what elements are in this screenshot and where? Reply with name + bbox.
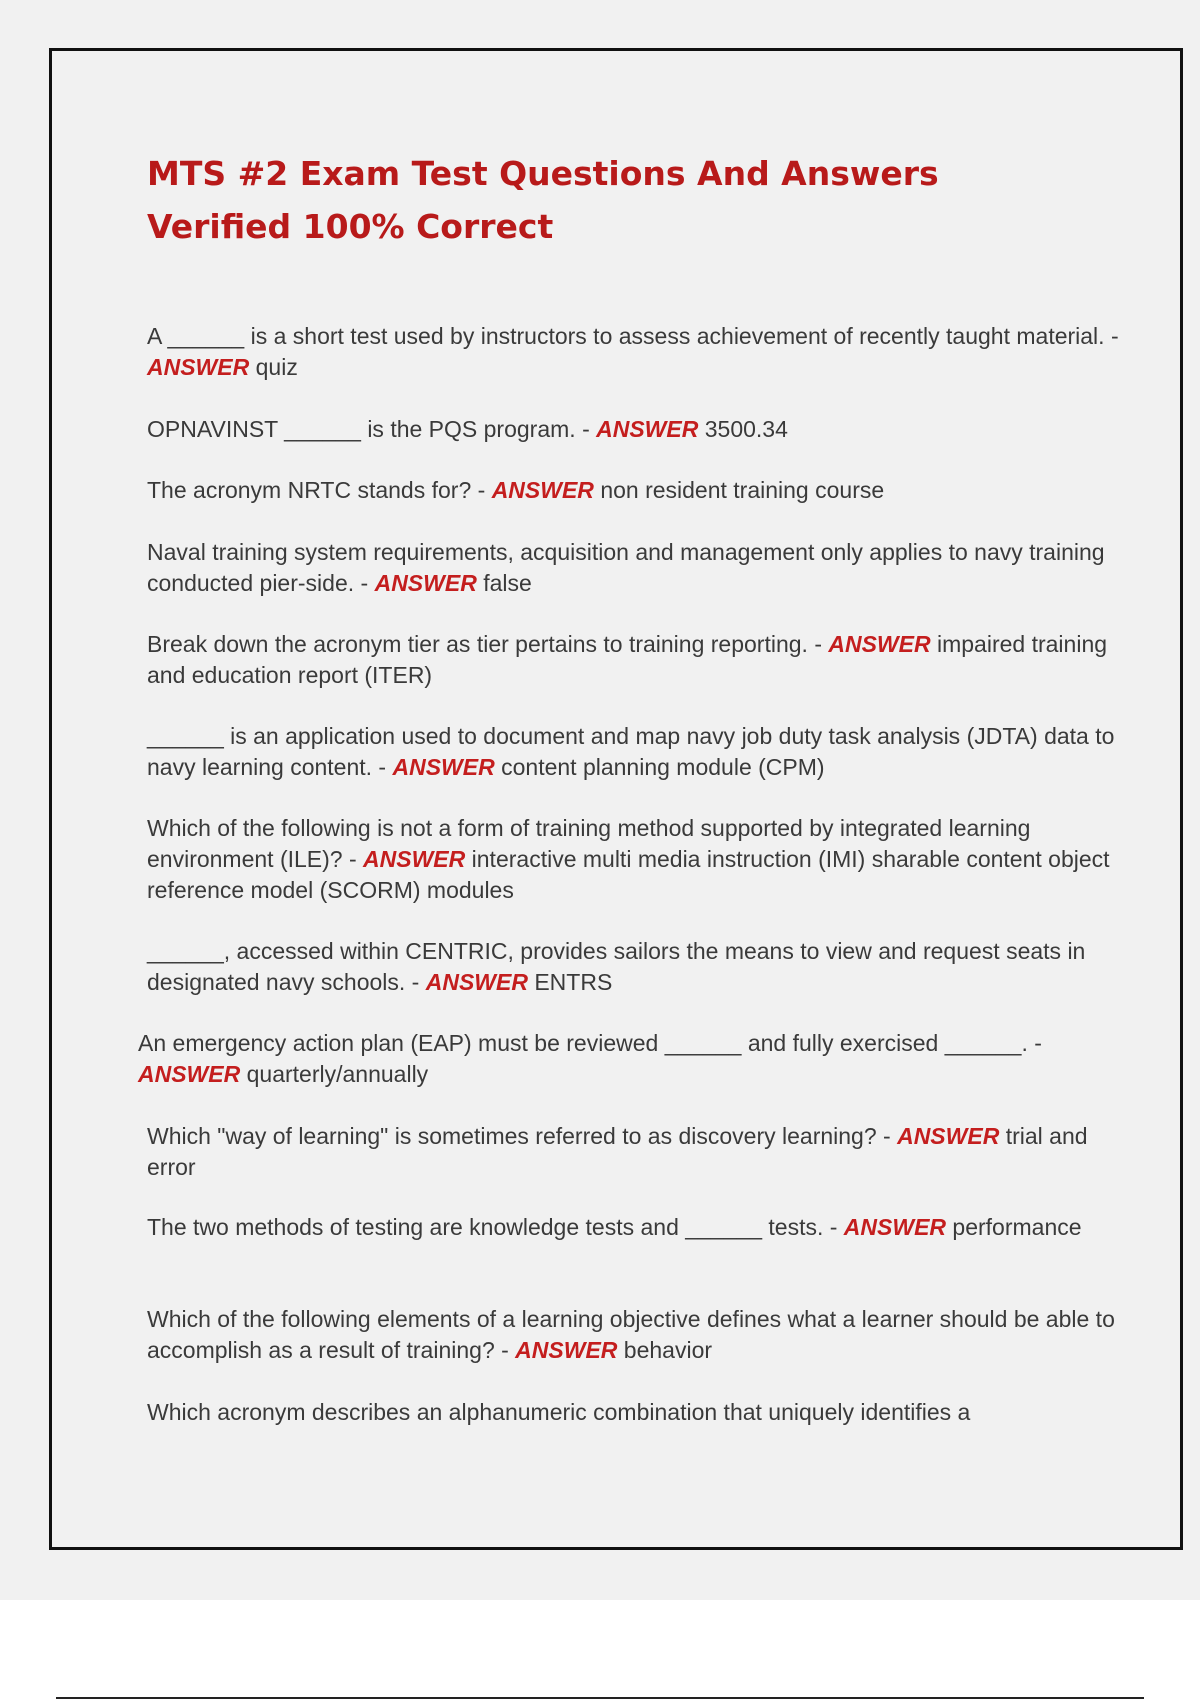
qa-item-4 [147,537,1137,599]
answer-text: impaired training and education report (ITER) [147,631,1108,688]
answer-label: ANSWER [374,570,477,596]
qa-item-8 [147,936,1137,998]
question-text: ______ is an application used to document and map navy job duty task analysis (JDTA) data to navy learning content. - [147,723,1115,780]
answer-label: ANSWER [491,477,594,503]
qa-item-2 [147,414,1137,445]
answer-label: ANSWER [596,416,699,442]
qa-item-6 [147,721,1137,783]
question-text: An emergency action plan (EAP) must be reviewed ______ and fully exercised ______. - [138,1030,1042,1056]
question-text: Which of the following elements of a learning objective defines what a learner should be able to accomplish as a result of training? - [147,1306,1115,1363]
answer-text: behavior [623,1337,713,1363]
answer-text: performance [952,1214,1082,1240]
question-text: Break down the acronym tier as tier pertains to training reporting. - [147,631,829,657]
document-page [49,48,1183,1550]
qa-item-1 [147,321,1137,383]
qa-item-11 [147,1212,1137,1243]
answer-text: non resident training course [600,477,885,503]
answer-label: ANSWER [425,969,528,995]
question-text: A ______ is a short test used by instructors to assess achievement of recently taught material. - [147,323,1119,349]
question-text: Which acronym describes an alphanumeric combination that uniquely identifies a [147,1399,971,1425]
answer-text: interactive multi media instruction (IMI) sharable content object reference model (SCORM) modules [147,846,1110,903]
answer-label: ANSWER [515,1337,618,1363]
qa-item-13 [147,1397,1137,1428]
answer-label: ANSWER [897,1123,1000,1149]
qa-item-5 [147,629,1137,691]
answer-label: ANSWER [138,1061,241,1087]
question-text: The acronym NRTC stands for? - [147,477,492,503]
question-text: OPNAVINST ______ is the PQS program. - [147,416,597,442]
qa-item-3 [147,475,1137,506]
answer-label: ANSWER [147,354,250,380]
answer-label: ANSWER [828,631,931,657]
answer-label: ANSWER [392,754,495,780]
answer-label: ANSWER [363,846,466,872]
answer-text: false [483,570,532,596]
answer-text: quarterly/annually [246,1061,429,1087]
page-divider [56,1697,1144,1699]
answer-text: trial and error [147,1123,1088,1180]
question-text: Which "way of learning" is sometimes referred to as discovery learning? - [147,1123,898,1149]
document-title: MTS #2 Exam Test Questions And Answers Verified 100% Correct [147,154,939,246]
qa-item-7 [147,813,1137,906]
qa-item-12 [147,1304,1137,1366]
qa-item-9 [138,1028,1128,1090]
answer-text: ENTRS [534,969,613,995]
answer-text: quiz [255,354,298,380]
question-text: ______, accessed within CENTRIC, provides sailors the means to view and request seats in designated navy schools. - [147,938,1086,995]
qa-item-10 [147,1121,1137,1183]
answer-text: 3500.34 [704,416,788,442]
answer-text: content planning module (CPM) [501,754,825,780]
question-text: Naval training system requirements, acquisition and management only applies to navy training conducted pier-side. - [147,539,1105,596]
answer-label: ANSWER [843,1214,947,1240]
question-text: The two methods of testing are knowledge tests and ______ tests. - [147,1214,844,1240]
question-text: Which of the following is not a form of training method supported by integrated learning environment (ILE)? - [147,815,1031,872]
